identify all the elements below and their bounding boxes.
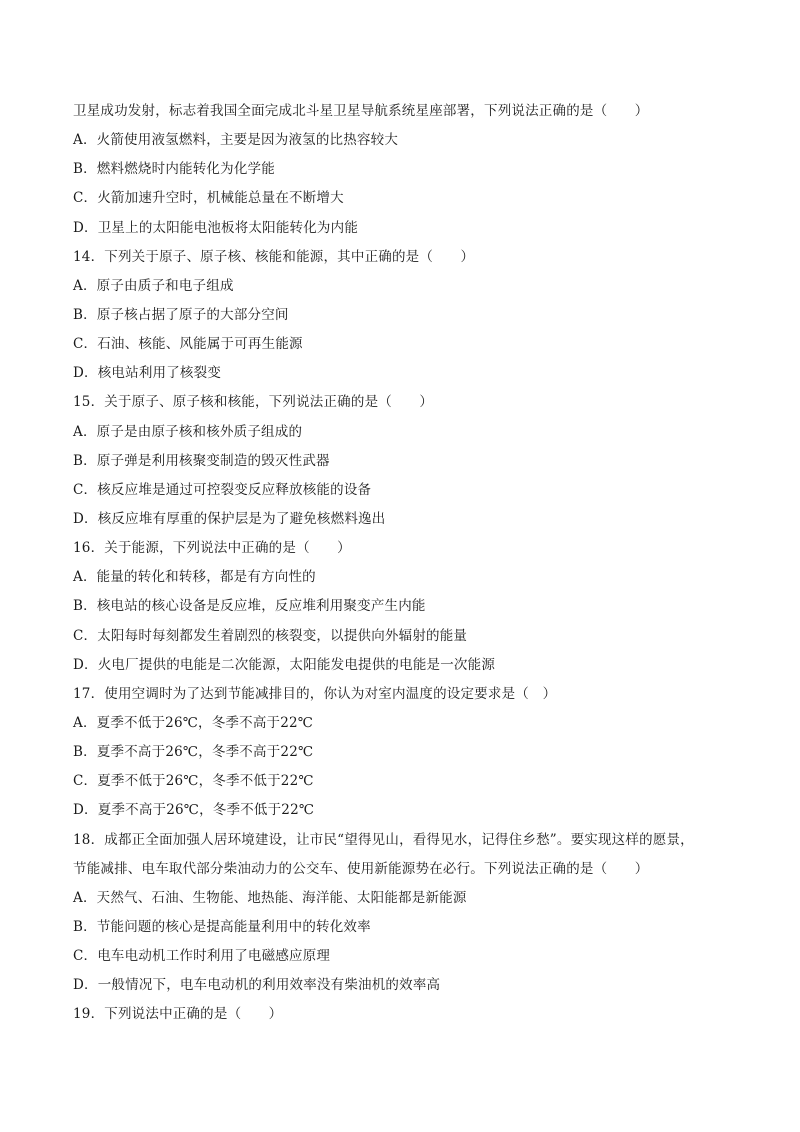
- question-13-option-c: C．火箭加速升空时，机械能总量在不断增大: [73, 190, 344, 207]
- question-14-option-c: C．石油、核能、风能属于可再生能源: [73, 336, 303, 353]
- question-18-option-b: B．节能问题的核心是提高能量利用中的转化效率: [73, 918, 371, 935]
- question-15-stem: 15．关于原子、原子核和核能，下列说法正确的是（ ）: [73, 394, 434, 411]
- question-14-option-b: B．原子核占据了原子的大部分空间: [73, 306, 289, 323]
- question-16-option-b: B．核电站的核心设备是反应堆，反应堆利用聚变产生内能: [73, 598, 426, 615]
- question-17-option-b: B．夏季不高于26℃，冬季不高于22℃: [73, 744, 314, 761]
- question-18-option-d: D．一般情况下，电车电动机的利用效率没有柴油机的效率高: [73, 977, 441, 994]
- question-16-option-c: C．太阳每时每刻都发生着剧烈的核裂变，以提供向外辐射的能量: [73, 627, 468, 644]
- question-18-option-c: C．电车电动机工作时利用了电磁感应原理: [73, 948, 331, 965]
- question-15-option-a: A．原子是由原子核和核外质子组成的: [73, 423, 303, 440]
- question-15-option-c: C．核反应堆是通过可控裂变反应释放核能的设备: [73, 481, 372, 498]
- question-15-option-b: B．原子弹是利用核聚变制造的毁灭性武器: [73, 452, 330, 469]
- question-14-option-a: A．原子由质子和电子组成: [73, 277, 234, 294]
- question-13-option-a: A．火箭使用液氢燃料，主要是因为液氢的比热容较大: [73, 132, 399, 149]
- question-13-stem: 卫星成功发射，标志着我国全面完成北斗星卫星导航系统星座部署，下列说法正确的是（ ）: [73, 103, 649, 119]
- question-16-stem: 16．关于能源，下列说法中正确的是（ ）: [73, 540, 351, 557]
- question-14-stem: 14．下列关于原子、原子核、核能和能源，其中正确的是（ ）: [73, 248, 475, 265]
- question-14-option-d: D．核电站利用了核裂变: [73, 365, 222, 382]
- question-18-stem-line-1: 18．成都正全面加强人居环境建设，让市民“望得见山，看得见水，记得住乡愁”。要实现这样的愿景，: [73, 831, 694, 848]
- question-13-option-d: D．卫星上的太阳能电池板将太阳能转化为内能: [73, 219, 359, 236]
- question-13-option-b: B．燃料燃烧时内能转化为化学能: [73, 161, 275, 178]
- question-18-option-a: A．天然气、石油、生物能、地热能、海洋能、太阳能都是新能源: [73, 889, 467, 906]
- question-19-stem: 19．下列说法中正确的是（ ）: [73, 1006, 283, 1023]
- question-16-option-a: A．能量的转化和转移，都是有方向性的: [73, 569, 316, 586]
- question-17-option-d: D．夏季不高于26℃，冬季不低于22℃: [73, 802, 315, 819]
- question-17-option-a: A．夏季不低于26℃，冬季不高于22℃: [73, 714, 314, 731]
- question-15-option-d: D．核反应堆有厚重的保护层是为了避免核燃料逸出: [73, 510, 386, 527]
- question-17-option-c: C．夏季不低于26℃，冬季不低于22℃: [73, 773, 314, 790]
- question-18-stem-line-2: 节能减排、电车取代部分柴油动力的公交车、使用新能源势在必行。下列说法正确的是（ ）: [73, 860, 649, 877]
- question-text-body: [73, 97, 733, 1030]
- question-17-stem: 17．使用空调时为了达到节能减排目的，你认为对室内温度的设定要求是（ ）: [73, 685, 557, 702]
- question-16-option-d: D．火电厂提供的电能是二次能源，太阳能发电提供的电能是一次能源: [73, 656, 496, 673]
